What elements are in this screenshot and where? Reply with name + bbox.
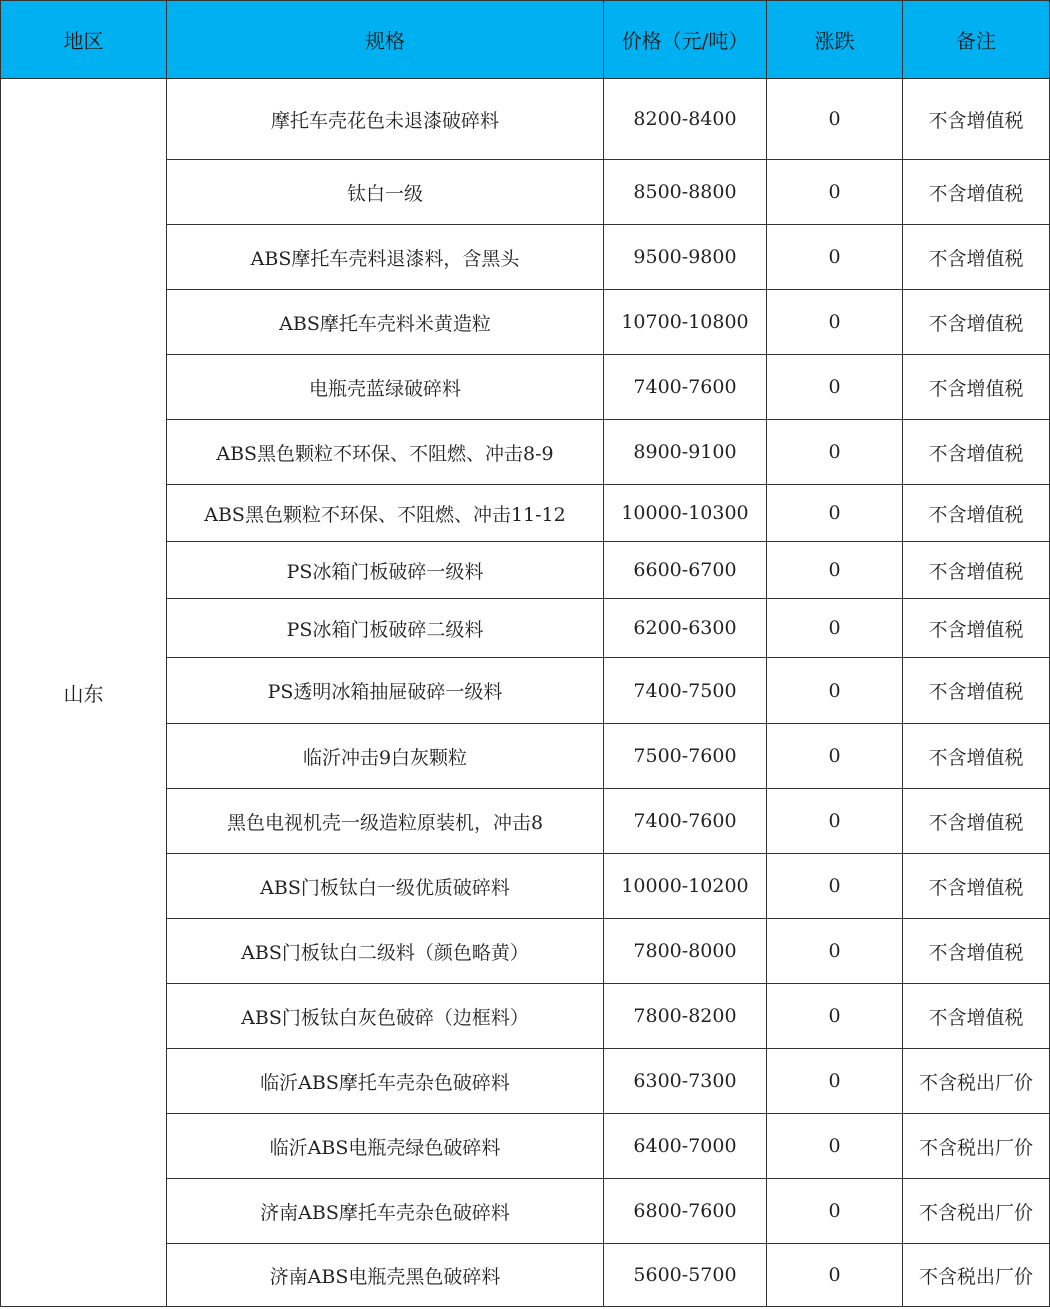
spec-cell: 摩托车壳花色未退漆破碎料 [167, 79, 604, 160]
note-cell: 不含税出厂价 [903, 1114, 1050, 1179]
price-cell: 5600-5700 [604, 1244, 767, 1307]
change-cell: 0 [767, 1244, 903, 1307]
note-cell: 不含增值税 [903, 658, 1050, 724]
note-cell: 不含增值税 [903, 290, 1050, 355]
change-cell: 0 [767, 724, 903, 789]
price-cell: 8900-9100 [604, 420, 767, 485]
header-region: 地区 [1, 1, 167, 79]
price-cell: 7500-7600 [604, 724, 767, 789]
spec-cell: PS透明冰箱抽屉破碎一级料 [167, 658, 604, 724]
spec-cell: 电瓶壳蓝绿破碎料 [167, 355, 604, 420]
table-row [1, 79, 1050, 160]
change-cell: 0 [767, 485, 903, 542]
change-cell: 0 [767, 789, 903, 854]
spec-cell: 临沂ABS电瓶壳绿色破碎料 [167, 1114, 604, 1179]
note-cell: 不含税出厂价 [903, 1179, 1050, 1244]
note-cell: 不含增值税 [903, 485, 1050, 542]
region-cell: 山东 [1, 79, 167, 1307]
change-cell: 0 [767, 1114, 903, 1179]
change-cell: 0 [767, 420, 903, 485]
change-cell: 0 [767, 225, 903, 290]
header-row [1, 1, 1050, 79]
price-cell: 10000-10200 [604, 854, 767, 919]
change-cell: 0 [767, 79, 903, 160]
note-cell: 不含增值税 [903, 789, 1050, 854]
spec-cell: ABS摩托车壳料米黄造粒 [167, 290, 604, 355]
change-cell: 0 [767, 290, 903, 355]
spec-cell: PS冰箱门板破碎二级料 [167, 599, 604, 658]
note-cell: 不含增值税 [903, 599, 1050, 658]
header-spec: 规格 [167, 1, 604, 79]
price-cell: 7400-7600 [604, 789, 767, 854]
note-cell: 不含增值税 [903, 542, 1050, 599]
spec-cell: ABS门板钛白一级优质破碎料 [167, 854, 604, 919]
spec-cell: ABS黑色颗粒不环保、不阻燃、冲击8-9 [167, 420, 604, 485]
change-cell: 0 [767, 599, 903, 658]
price-cell: 6400-7000 [604, 1114, 767, 1179]
header-change: 涨跌 [767, 1, 903, 79]
change-cell: 0 [767, 658, 903, 724]
change-cell: 0 [767, 1049, 903, 1114]
spec-cell: 济南ABS摩托车壳杂色破碎料 [167, 1179, 604, 1244]
spec-cell: ABS黑色颗粒不环保、不阻燃、冲击11-12 [167, 485, 604, 542]
change-cell: 0 [767, 1179, 903, 1244]
price-cell: 7800-8000 [604, 919, 767, 984]
note-cell: 不含增值税 [903, 420, 1050, 485]
note-cell: 不含增值税 [903, 160, 1050, 225]
note-cell: 不含税出厂价 [903, 1049, 1050, 1114]
change-cell: 0 [767, 355, 903, 420]
note-cell: 不含增值税 [903, 854, 1050, 919]
header-note: 备注 [903, 1, 1050, 79]
price-cell: 6800-7600 [604, 1179, 767, 1244]
change-cell: 0 [767, 984, 903, 1049]
price-cell: 8500-8800 [604, 160, 767, 225]
note-cell: 不含增值税 [903, 984, 1050, 1049]
note-cell: 不含增值税 [903, 225, 1050, 290]
spec-cell: ABS门板钛白二级料（颜色略黄） [167, 919, 604, 984]
price-cell: 9500-9800 [604, 225, 767, 290]
price-cell: 7800-8200 [604, 984, 767, 1049]
note-cell: 不含增值税 [903, 79, 1050, 160]
spec-cell: PS冰箱门板破碎一级料 [167, 542, 604, 599]
price-cell: 6600-6700 [604, 542, 767, 599]
header-price: 价格（元/吨） [604, 1, 767, 79]
spec-cell: 济南ABS电瓶壳黑色破碎料 [167, 1244, 604, 1307]
spec-cell: 钛白一级 [167, 160, 604, 225]
spec-cell: ABS门板钛白灰色破碎（边框料） [167, 984, 604, 1049]
note-cell: 不含增值税 [903, 355, 1050, 420]
note-cell: 不含增值税 [903, 919, 1050, 984]
price-cell: 7400-7500 [604, 658, 767, 724]
price-cell: 7400-7600 [604, 355, 767, 420]
spec-cell: 黑色电视机壳一级造粒原装机，冲击8 [167, 789, 604, 854]
price-cell: 10700-10800 [604, 290, 767, 355]
change-cell: 0 [767, 160, 903, 225]
spec-cell: 临沂冲击9白灰颗粒 [167, 724, 604, 789]
note-cell: 不含增值税 [903, 724, 1050, 789]
note-cell: 不含税出厂价 [903, 1244, 1050, 1307]
spec-cell: ABS摩托车壳料退漆料，含黑头 [167, 225, 604, 290]
spec-cell: 临沂ABS摩托车壳杂色破碎料 [167, 1049, 604, 1114]
change-cell: 0 [767, 919, 903, 984]
price-cell: 6300-7300 [604, 1049, 767, 1114]
price-cell: 8200-8400 [604, 79, 767, 160]
price-cell: 10000-10300 [604, 485, 767, 542]
price-cell: 6200-6300 [604, 599, 767, 658]
change-cell: 0 [767, 542, 903, 599]
change-cell: 0 [767, 854, 903, 919]
